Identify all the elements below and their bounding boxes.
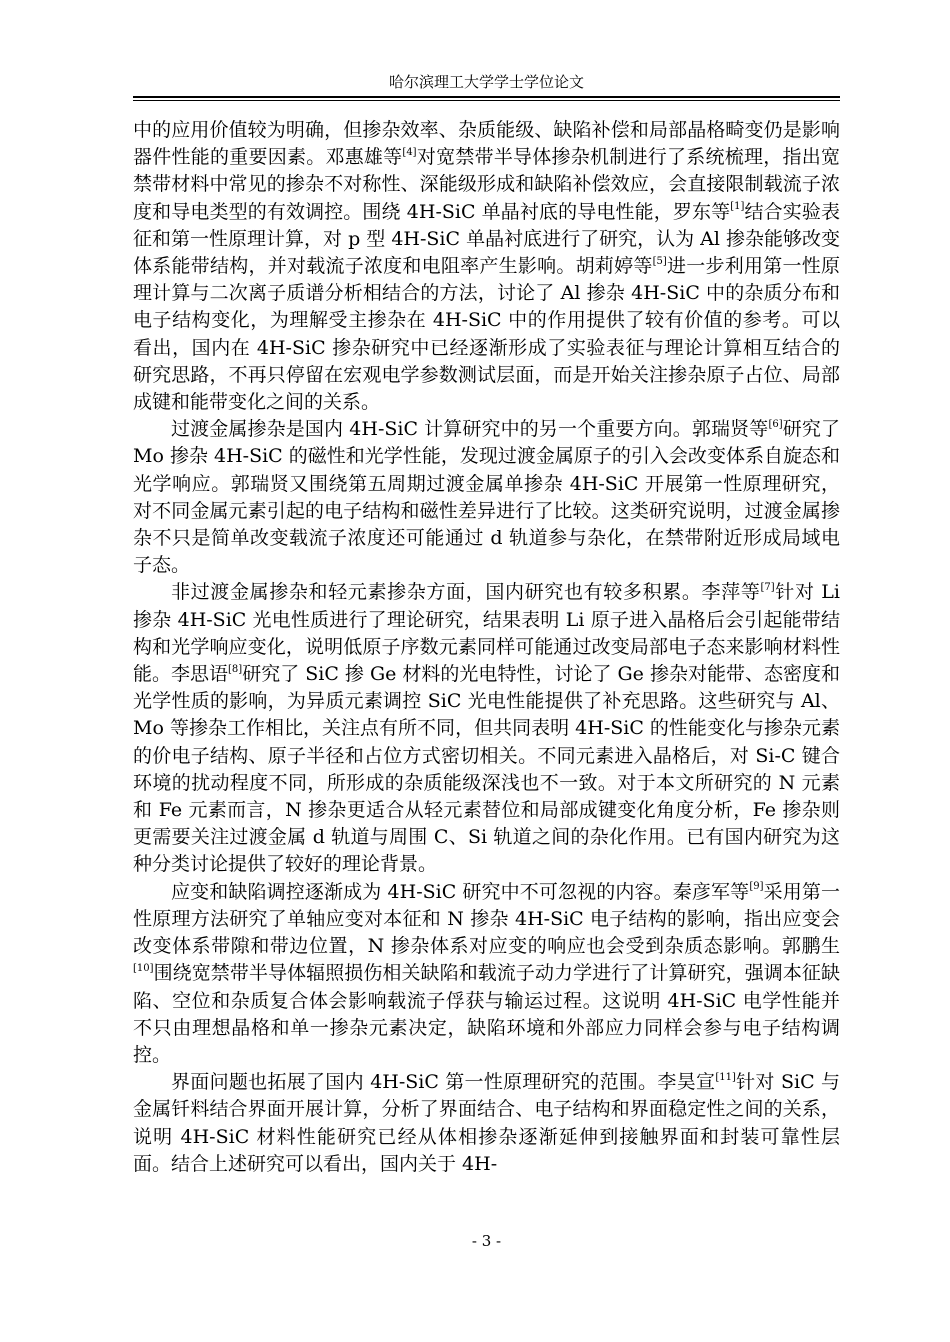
paragraph-text: 研究了 Mo 掺杂 4H-SiC 的磁性和光学性能，发现过渡金属原子的引入会改变体系自旋态和光学响应。郭瑞贤又围绕第五周期过渡金属单掺杂 4H-SiC 开展第一性原理研究，对不同金属元素引起的电子结构和磁性差异进行了比较。这类研究说明，过渡金属掺杂不只是简单改变载流子浓度还可能通过 d 轨道参与杂化，在禁带附近形成局域电子态。	[133, 418, 840, 577]
citation-marker: [6]	[768, 418, 783, 430]
body-text	[133, 117, 840, 1178]
citation-marker: [5]	[652, 255, 667, 267]
paragraph-text: 进一步利用第一性原理计算与二次离子质谱分析相结合的方法，讨论了 Al 掺杂 4H-SiC 中的杂质分布和电子结构变化，为理解受主掺杂在 4H-SiC 中的作用提供了较有价值的参考。可以看出，国内在 4H-SiC 掺杂研究中已经逐渐形成了实验表征与理论计算相互结合的研究思路，不再只停留在宏观电学参数测试层面，而是开始关注掺杂原子占位、局部成键和能带变化之间的关系。	[133, 255, 840, 414]
paragraph-text: 针对 SiC 与金属钎料结合界面开展计算，分析了界面结合、电子结构和界面稳定性之间的关系，说明 4H-SiC 材料性能研究已经从体相掺杂逐渐延伸到接触界面和封装可靠性层面。结合上述研究可以看出，国内关于 4H-	[133, 1071, 840, 1175]
running-header: 哈尔滨理工大学学士学位论文	[388, 73, 584, 91]
paragraph-text: 针对 Li 掺杂 4H-SiC 光电性质进行了理论研究，结果表明 Li 原子进入晶格后会引起能带结构和光学响应变化，说明低原子序数元素同样可能通过改变局部电子态来影响材料性能。李思语	[133, 581, 840, 686]
paragraph-text: 结合实验表征和第一性原理计算，对 p 型 4H-SiC 单晶衬底进行了研究，认为 Al 掺杂能够改变体系能带结构，并对载流子浓度和电阻率产生影响。胡莉婷等	[133, 200, 840, 278]
paragraph-text: 围绕宽禁带半导体辐照损伤相关缺陷和载流子动力学进行了计算研究，强调本征缺陷、空位和杂质复合体会影响载流子俘获与输运过程。这说明 4H-SiC 电学性能并不只由理想晶格和单一掺杂元素决定，缺陷环境和外部应力同样会参与电子结构调控。	[133, 962, 840, 1066]
body-paragraph	[133, 117, 840, 416]
paragraph-text: 对宽禁带半导体掺杂机制进行了系统梳理，指出宽禁带材料中常见的掺杂不对称性、深能级形成和缺陷补偿效应，会直接限制载流子浓度和导电类型的有效调控。围绕 4H-SiC 单晶衬底的导电性能，罗东等	[133, 146, 840, 223]
paragraph-text: 非过渡金属掺杂和轻元素掺杂方面，国内研究也有较多积累。李萍等	[171, 581, 761, 604]
citation-marker: [9]	[749, 881, 764, 893]
paragraph-text: 中的应用价值较为明确，但掺杂效率、杂质能级、缺陷补偿和局部晶格畸变仍是影响器件性能的重要因素。邓惠雄等	[133, 119, 840, 169]
paragraph-text: 研究了 SiC 掺 Ge 材料的光电特性，讨论了 Ge 掺杂对能带、态密度和光学性质的影响，为异质元素调控 SiC 光电性能提供了补充思路。这些研究与 Al、Mo 等掺杂工作相比，关注点有所不同，但共同表明 4H-SiC 的性能变化与掺杂元素的价电子结构、原子半径和占位方式密切相关。不同元素进入晶格后，对 Si-C 键合环境的扰动程度不同，所形成的杂质能级深浅也不一致。对于本文所研究的 N 元素和 Fe 元素而言，N 掺杂更适合从轻元素替位和局部成键变化角度分析，Fe 掺杂则更需要关注过渡金属 d 轨道与周围 C、Si 轨道之间的杂化作用。已有国内研究为这种分类讨论提供了较好的理论背景。	[133, 663, 840, 876]
citation-marker: [4]	[402, 146, 417, 158]
citation-marker: [1]	[730, 201, 745, 213]
paragraph-text: 应变和缺陷调控逐渐成为 4H-SiC 研究中不可忽视的内容。秦彦军等	[171, 880, 750, 903]
paragraph-text: 采用第一性原理方法研究了单轴应变对本征和 N 掺杂 4H-SiC 电子结构的影响，指出应变会改变体系带隙和带边位置，N 掺杂体系对应变的响应也会受到杂质态影响。郭鹏生	[133, 880, 840, 958]
header-rule-thin	[133, 100, 840, 101]
header-rule-thick	[133, 96, 840, 98]
citation-marker: [7]	[760, 582, 775, 594]
body-paragraph	[133, 579, 840, 878]
citation-marker: [8]	[228, 663, 243, 675]
body-paragraph	[133, 879, 840, 1069]
paragraph-text: 界面问题也拓展了国内 4H-SiC 第一性原理研究的范围。李昊宣	[171, 1071, 716, 1094]
citation-marker: [11]	[715, 1071, 736, 1083]
body-paragraph	[133, 416, 840, 579]
paragraph-text: 过渡金属掺杂是国内 4H-SiC 计算研究中的另一个重要方向。郭瑞贤等	[171, 418, 769, 441]
page-number: - 3 -	[471, 1232, 502, 1250]
body-paragraph	[133, 1069, 840, 1178]
citation-marker: [10]	[133, 962, 154, 974]
